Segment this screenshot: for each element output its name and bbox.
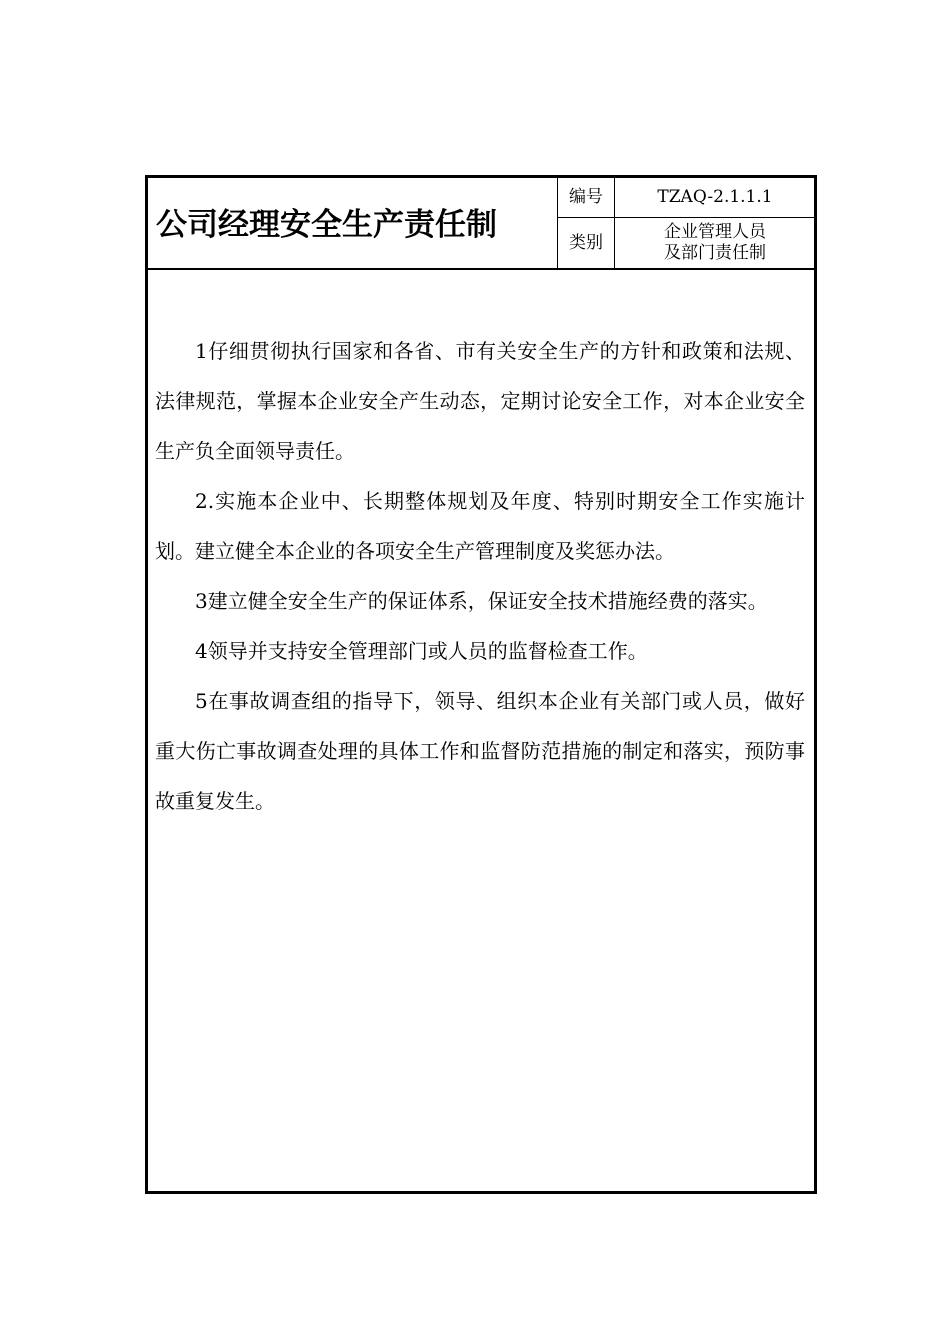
code-value: TZAQ-2.1.1.1 [615, 178, 815, 218]
category-value [615, 218, 815, 268]
paragraph-2: 2.实施本企业中、长期整体规划及年度、特别时期安全工作实施计划。建立健全本企业的各项安全生产管理制度及奖惩办法。 [155, 489, 805, 563]
document-title: 公司经理安全生产责任制 [156, 207, 497, 243]
document-body [155, 326, 805, 826]
document-frame [145, 175, 817, 1194]
meta-table [557, 178, 814, 268]
code-label: 编号 [558, 178, 615, 218]
document-header [148, 178, 814, 270]
category-value-line1: 企业管理人员 [664, 222, 766, 242]
paragraph-4: 4领导并支持安全管理部门或人员的监督检查工作。 [195, 639, 648, 663]
category-value-line2: 及部门责任制 [664, 243, 766, 263]
paragraph-5: 5在事故调查组的指导下，领导、组织本企业有关部门或人员，做好重大伤亡事故调查处理的具体工作和监督防范措施的制定和落实，预防事故重复发生。 [155, 689, 805, 813]
category-label: 类别 [558, 218, 615, 268]
paragraph-1: 1仔细贯彻执行国家和各省、市有关安全生产的方针和政策和法规、法律规范，掌握本企业安全产生动态，定期讨论安全工作，对本企业安全生产负全面领导责任。 [155, 339, 805, 463]
paragraph-3: 3建立健全安全生产的保证体系，保证安全技术措施经费的落实。 [195, 589, 768, 613]
